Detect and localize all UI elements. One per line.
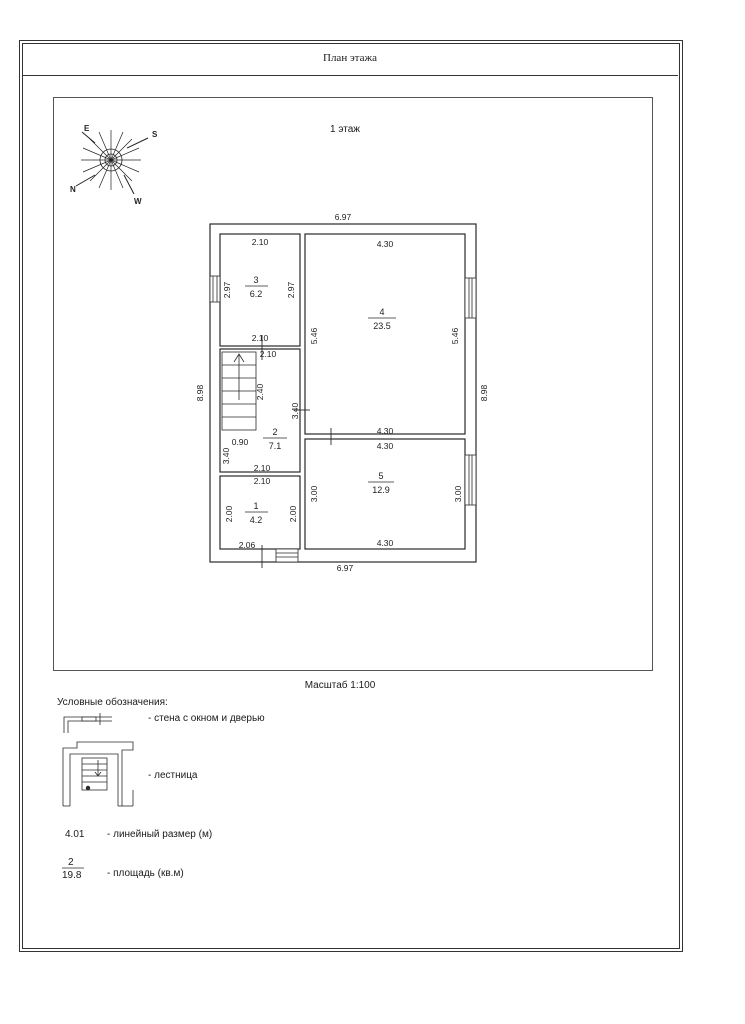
room-4-walls (305, 234, 465, 434)
outer-height-right: 8.98 (479, 384, 489, 402)
room-4-dim-bottom: 4.30 (376, 426, 394, 436)
room-5-dim-bottom: 4.30 (376, 538, 394, 548)
room-3-area: 6.2 (249, 289, 263, 299)
stairs-icon (222, 352, 256, 430)
legend-stairs-icon (63, 742, 133, 806)
room-5-area: 12.9 (372, 485, 390, 495)
room-2-dim-right: 3.40 (290, 402, 300, 420)
room-5-dim-right: 3.00 (453, 485, 463, 503)
room-2-dim-top: 2.10 (259, 349, 277, 359)
room-3-dim-bottom: 2.10 (251, 333, 269, 343)
room-4-area: 23.5 (373, 321, 391, 331)
room-2-number: 2 (272, 427, 278, 437)
room-2-area: 7.1 (268, 441, 282, 451)
room-4-dim-left: 5.46 (309, 327, 319, 345)
legend-area-number: 2 (68, 857, 74, 868)
outer-width-top: 6.97 (334, 212, 352, 222)
room-1-dim-right: 2.00 (288, 505, 298, 523)
legend-title: Условные обозначения: (57, 697, 168, 708)
floor-label: 1 этаж (330, 124, 360, 135)
legend-linear-example: 4.01 (65, 829, 85, 840)
compass-rose-icon (76, 130, 148, 194)
room-3-dim-left: 2.97 (222, 281, 232, 299)
room-2-dim-stair-width: 0.90 (231, 437, 249, 447)
room-4-dim-right: 5.46 (450, 327, 460, 345)
compass-s: S (152, 130, 158, 139)
room-2-dim-bottom: 2.10 (253, 463, 271, 473)
legend-area-text: - площадь (кв.м) (107, 868, 184, 879)
outer-height-left: 8.98 (195, 384, 205, 402)
compass-w: W (134, 197, 142, 206)
compass-n: N (70, 185, 76, 194)
window-room-5 (465, 455, 476, 505)
room-1-dim-left: 2.00 (224, 505, 234, 523)
entrance-door (276, 549, 298, 562)
room-5-number: 5 (378, 471, 384, 481)
outer-wall-outline (210, 224, 476, 562)
room-3-dim-top: 2.10 (251, 237, 269, 247)
scale-label: Масштаб 1:100 (304, 680, 376, 691)
room-4-dim-top: 4.30 (376, 239, 394, 249)
legend-area-value: 19.8 (62, 870, 82, 881)
room-4-number: 4 (379, 307, 385, 317)
legend-linear-text: - линейный размер (м) (107, 829, 213, 840)
room-1-dim-bottom: 2.06 (238, 540, 256, 550)
legend-wall-text: - стена с окном и дверью (148, 713, 265, 724)
outer-width-bottom: 6.97 (336, 563, 354, 573)
room-2-dim-left: 3.40 (221, 447, 231, 465)
window-room-4 (465, 278, 476, 318)
room-1-dim-top: 2.10 (253, 476, 271, 486)
window-room-3 (210, 276, 220, 302)
room-2-walls (220, 349, 300, 472)
legend-stairs-text: - лестница (148, 770, 198, 781)
sheet-title: План этажа (323, 52, 377, 64)
room-5-dim-left: 3.00 (309, 485, 319, 503)
room-3-number: 3 (253, 275, 259, 285)
room-5-dim-top: 4.30 (376, 441, 394, 451)
room-1-area: 4.2 (249, 515, 263, 525)
legend-wall-icon (64, 713, 112, 733)
room-2-dim-stair: 2.40 (255, 383, 265, 401)
compass-e: E (84, 124, 90, 133)
room-3-dim-right: 2.97 (286, 281, 296, 299)
room-1-number: 1 (253, 501, 259, 511)
